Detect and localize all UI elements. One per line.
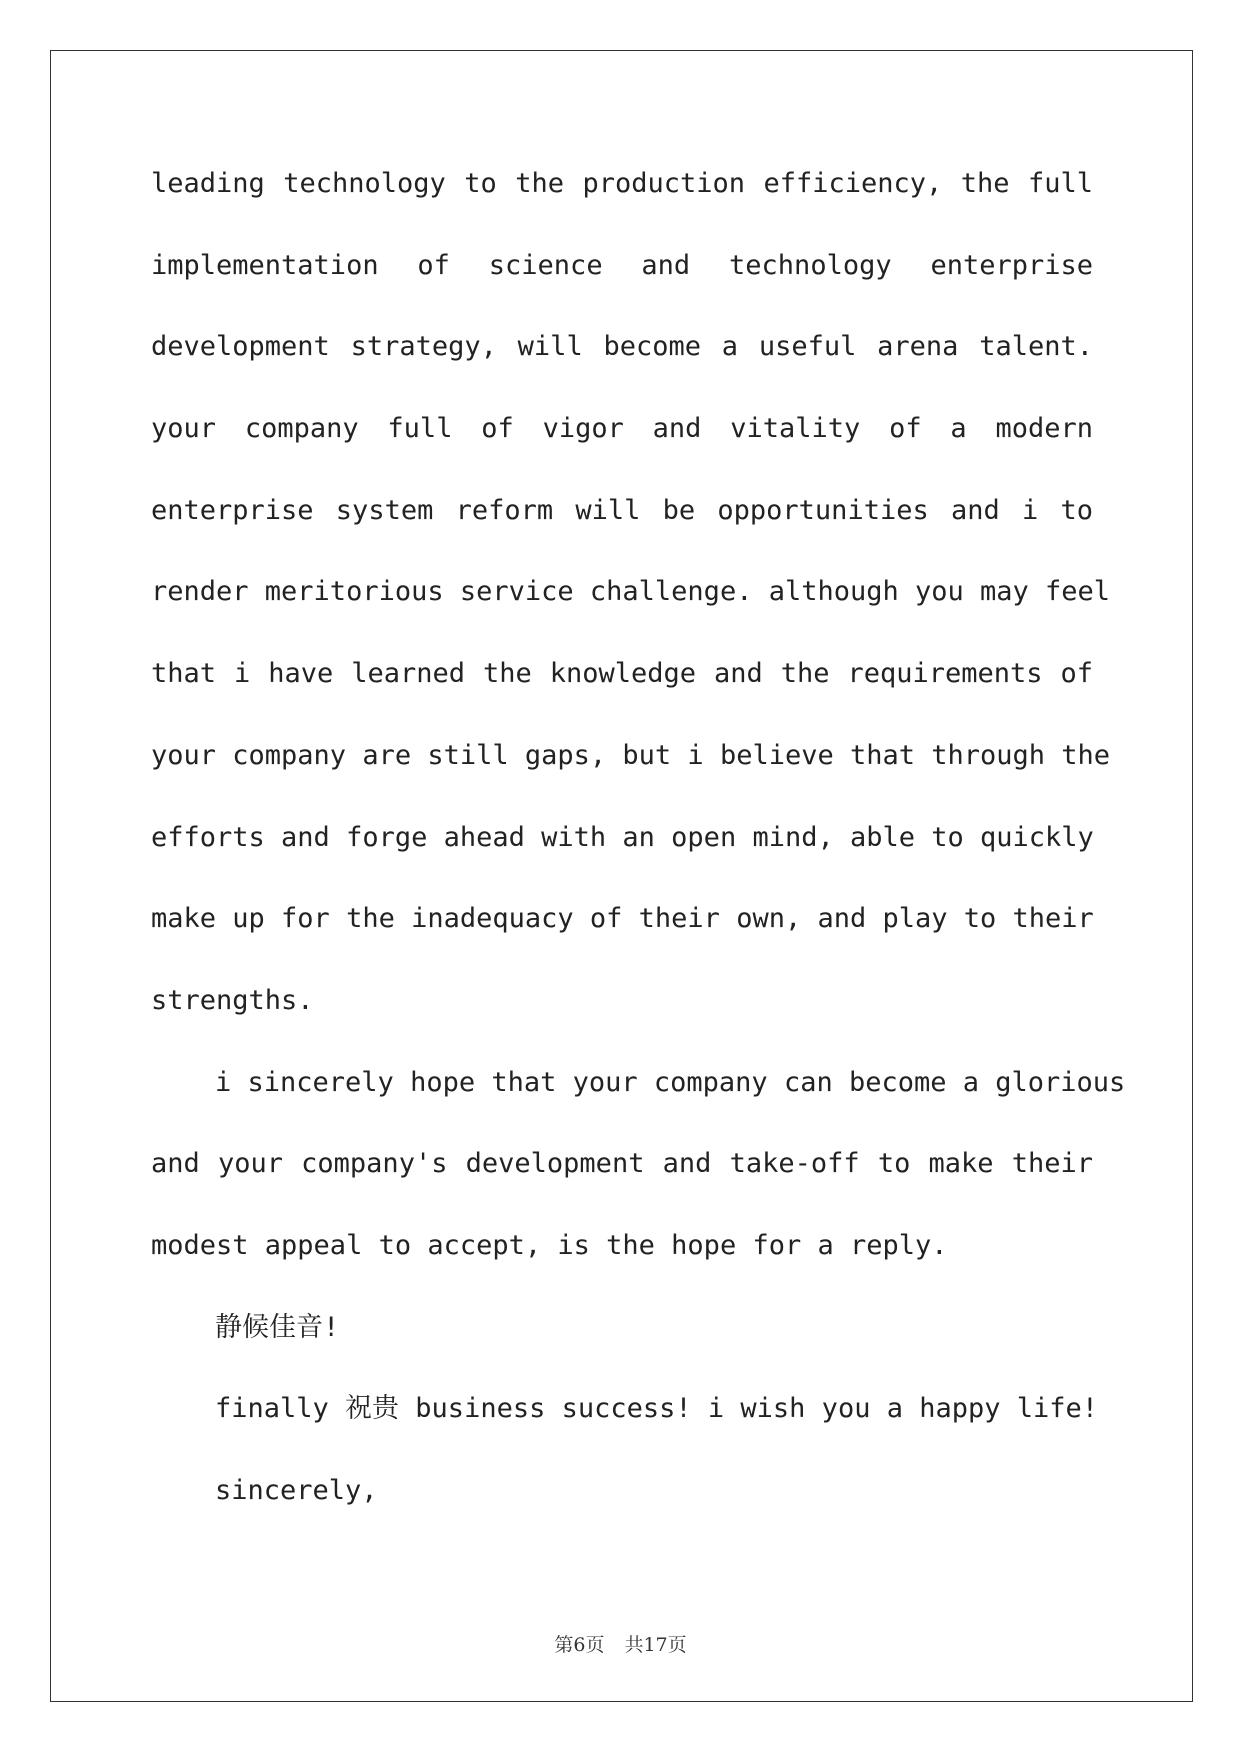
text-line: leading technology to the production efficiency, the full <box>151 168 1093 199</box>
text-line: strengths. <box>151 984 314 1016</box>
text-line: finally 祝贵 business success! i wish you a happy life! <box>215 1393 1099 1425</box>
text-line: development strategy, will become a useful arena talent. <box>151 331 1093 363</box>
text-line: your company are still gaps, but i believe that through the <box>151 739 1111 771</box>
document-body <box>151 166 1126 1555</box>
text-line: modest appeal to accept, is the hope for a reply. <box>151 1229 948 1261</box>
page-footer <box>0 1630 1241 1657</box>
total-pages-label: 共17页 <box>624 1634 687 1656</box>
text-line: make up for the inadequacy of their own, and play to their <box>151 903 1094 935</box>
text-line: and your company's development and take-off to make their <box>151 1148 1093 1180</box>
current-page-label: 第6页 <box>554 1634 605 1656</box>
text-line: implementation of science and technology enterprise <box>151 249 1093 281</box>
text-line: i sincerely hope that your company can become a glorious <box>215 1066 1126 1098</box>
text-line: 静候佳音! <box>215 1311 340 1343</box>
text-line: efforts and forge ahead with an open mind, able to quickly <box>151 821 1094 853</box>
text-line: sincerely, <box>215 1475 378 1506</box>
text-line: that i have learned the knowledge and the requirements of <box>151 658 1093 690</box>
text-line: your company full of vigor and vitality of a modern <box>151 413 1093 445</box>
text-line: enterprise system reform will be opportunities and i to <box>151 494 1093 526</box>
text-line: render meritorious service challenge. although you may feel <box>151 576 1111 608</box>
